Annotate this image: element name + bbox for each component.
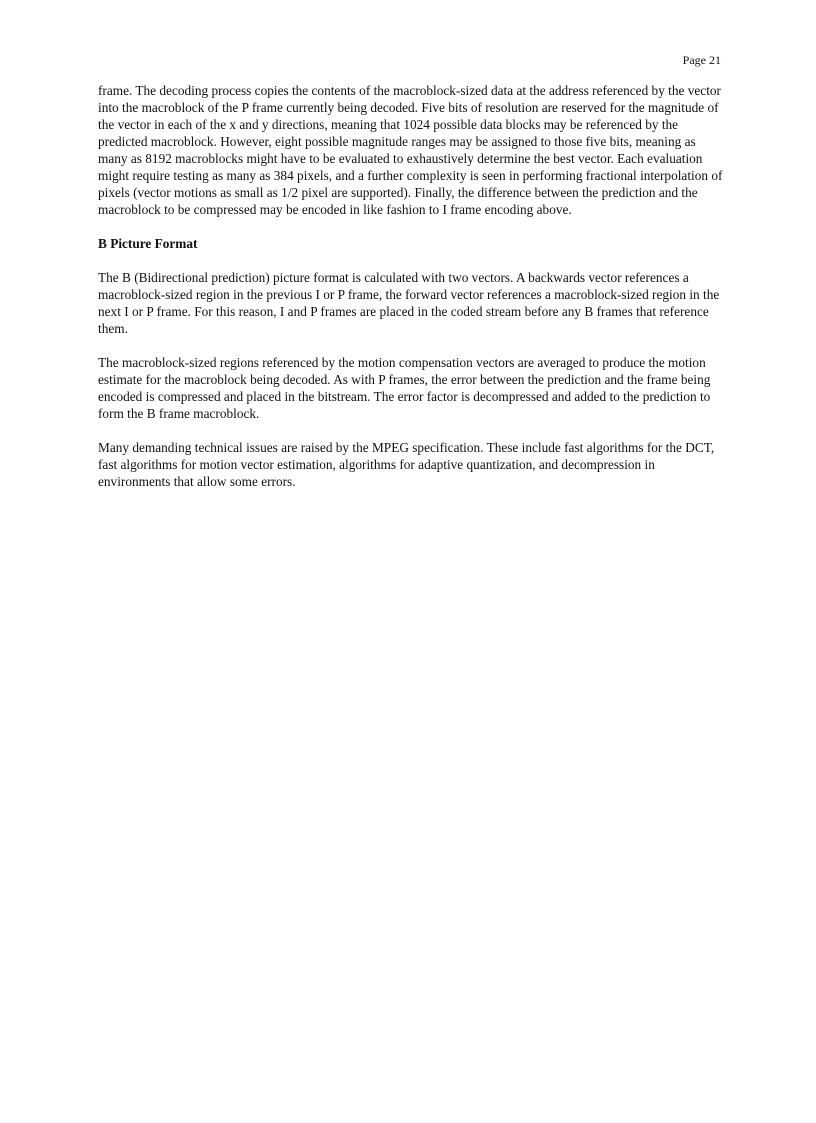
paragraph-b-picture-vectors: The B (Bidirectional prediction) picture format is calculated with two vectors. A backwards vector references a macroblock-sized region in the previous I or P frame, the forward vector references a macroblock-sized region in the next I or P frame. For this reason, I and P frames are placed in the coded stream before any B frames that reference them. (98, 270, 720, 336)
paragraph-b-picture-averaging: The macroblock-sized regions referenced by the motion compensation vectors are averaged to produce the motion estimate for the macroblock being decoded. As with P frames, the error between the prediction and the frame being encoded is compressed and placed in the bitstream. The error factor is decompressed and added to the prediction to form the B frame macroblock. (98, 355, 711, 421)
page-number: Page 21 (682, 53, 721, 67)
section-heading-b-picture-format: B Picture Format (98, 236, 198, 251)
paragraph-motion-vectors: frame. The decoding process copies the contents of the macroblock-sized data at the address referenced by the vector into the macroblock of the P frame currently being decoded. Five bits of resolution are reserved for the magnitude of the vector in each of the x and y directions, meaning that 1024 possible data blocks may be referenced by the predicted macroblock. However, eight possible magnitude ranges may be assigned to those five bits, meaning as many as 8192 macroblocks might have to be evaluated to exhaustively determine the best vector. Each evaluation might require testing as many as 384 pixels, and a further complexity is seen in performing fractional interpolation of pixels (vector motions as small as 1/2 pixel are supported). Finally, the difference between the prediction and the macroblock to be compressed may be encoded in like fashion to I frame encoding above. (98, 83, 723, 217)
paragraph-technical-issues: Many demanding technical issues are raised by the MPEG specification. These include fast algorithms for the DCT, fast algorithms for motion vector estimation, algorithms for adaptive quantization, and decompression in environments that allow some errors. (98, 440, 715, 489)
document-body (98, 82, 723, 507)
